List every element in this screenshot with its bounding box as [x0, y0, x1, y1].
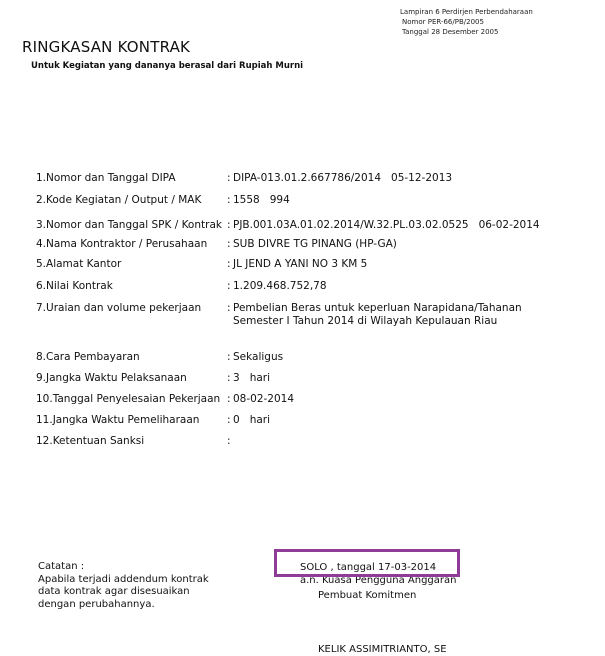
field-value: 0 hari	[233, 414, 271, 426]
field-colon: :	[227, 238, 231, 250]
notes-heading: Catatan :	[38, 561, 85, 572]
notes-section	[38, 561, 209, 611]
field-value: 1.209.468.752,78	[233, 280, 327, 292]
attachment-reference	[400, 7, 533, 37]
field-value: Pembelian Beras untuk keperluan Narapidana/Tahanan Semester I Tahun 2014 di Wilayah Kepulauan Riau	[233, 302, 525, 327]
notes-line: dengan perubahannya.	[38, 598, 155, 610]
field-value: PJB.001.03A.01.02.2014/W.32.PL.03.02.0525 06-02-2014	[233, 219, 540, 231]
field-value: 08-02-2014	[233, 393, 295, 405]
field-label: 1.Nomor dan Tanggal DIPA	[36, 172, 176, 184]
signature-authority: a.n. Kuasa Pengguna Anggaran	[300, 575, 457, 586]
field-value: 3 hari	[233, 372, 271, 384]
field-value: DIPA-013.01.2.667786/2014 05-12-2013	[233, 172, 453, 184]
field-value: JL JEND A YANI NO 3 KM 5	[233, 258, 368, 270]
field-value: 1558 994	[233, 194, 290, 206]
notes-line: Apabila terjadi addendum kontrak	[38, 573, 209, 585]
field-colon: :	[227, 194, 231, 206]
regulation-number: Nomor PER-66/PB/2005	[402, 18, 484, 26]
field-label: 8.Cara Pembayaran	[36, 351, 140, 363]
field-label: 7.Uraian dan volume pekerjaan	[36, 302, 202, 314]
field-label: 12.Ketentuan Sanksi	[36, 435, 145, 447]
field-colon: :	[227, 302, 231, 314]
field-label: 10.Tanggal Penyelesaian Pekerjaan	[36, 393, 221, 405]
field-label: 4.Nama Kontraktor / Perusahaan	[36, 238, 208, 250]
highlight-box	[274, 549, 460, 577]
field-colon: :	[227, 219, 231, 231]
field-label: 6.Nilai Kontrak	[36, 280, 113, 292]
field-label: 9.Jangka Waktu Pelaksanaan	[36, 372, 187, 384]
field-colon: :	[227, 280, 231, 292]
field-label: 5.Alamat Kantor	[36, 258, 122, 270]
attachment-label: Lampiran 6 Perdirjen Perbendaharaan	[400, 8, 533, 16]
field-label: 11.Jangka Waktu Pemeliharaan	[36, 414, 200, 426]
field-value: SUB DIVRE TG PINANG (HP-GA)	[233, 238, 397, 250]
field-colon: :	[227, 258, 231, 270]
field-colon: :	[227, 435, 231, 447]
document-subtitle: Untuk Kegiatan yang dananya berasal dari Rupiah Murni	[31, 61, 304, 71]
signer-name: KELIK ASSIMITRIANTO, SE	[318, 644, 447, 655]
field-colon: :	[227, 414, 231, 426]
field-colon: :	[227, 372, 231, 384]
regulation-date: Tanggal 28 Desember 2005	[402, 28, 499, 36]
field-value: Sekaligus	[233, 351, 284, 363]
field-colon: :	[227, 351, 231, 363]
field-label: 2.Kode Kegiatan / Output / MAK	[36, 194, 202, 206]
signature-place-date: SOLO , tanggal 17-03-2014	[300, 562, 437, 573]
field-label: 3.Nomor dan Tanggal SPK / Kontrak	[36, 219, 222, 231]
document-title: RINGKASAN KONTRAK	[22, 38, 191, 56]
field-colon: :	[227, 172, 231, 184]
field-colon: :	[227, 393, 231, 405]
notes-line: data kontrak agar disesuaikan	[38, 586, 190, 597]
signature-role: Pembuat Komitmen	[318, 590, 417, 601]
